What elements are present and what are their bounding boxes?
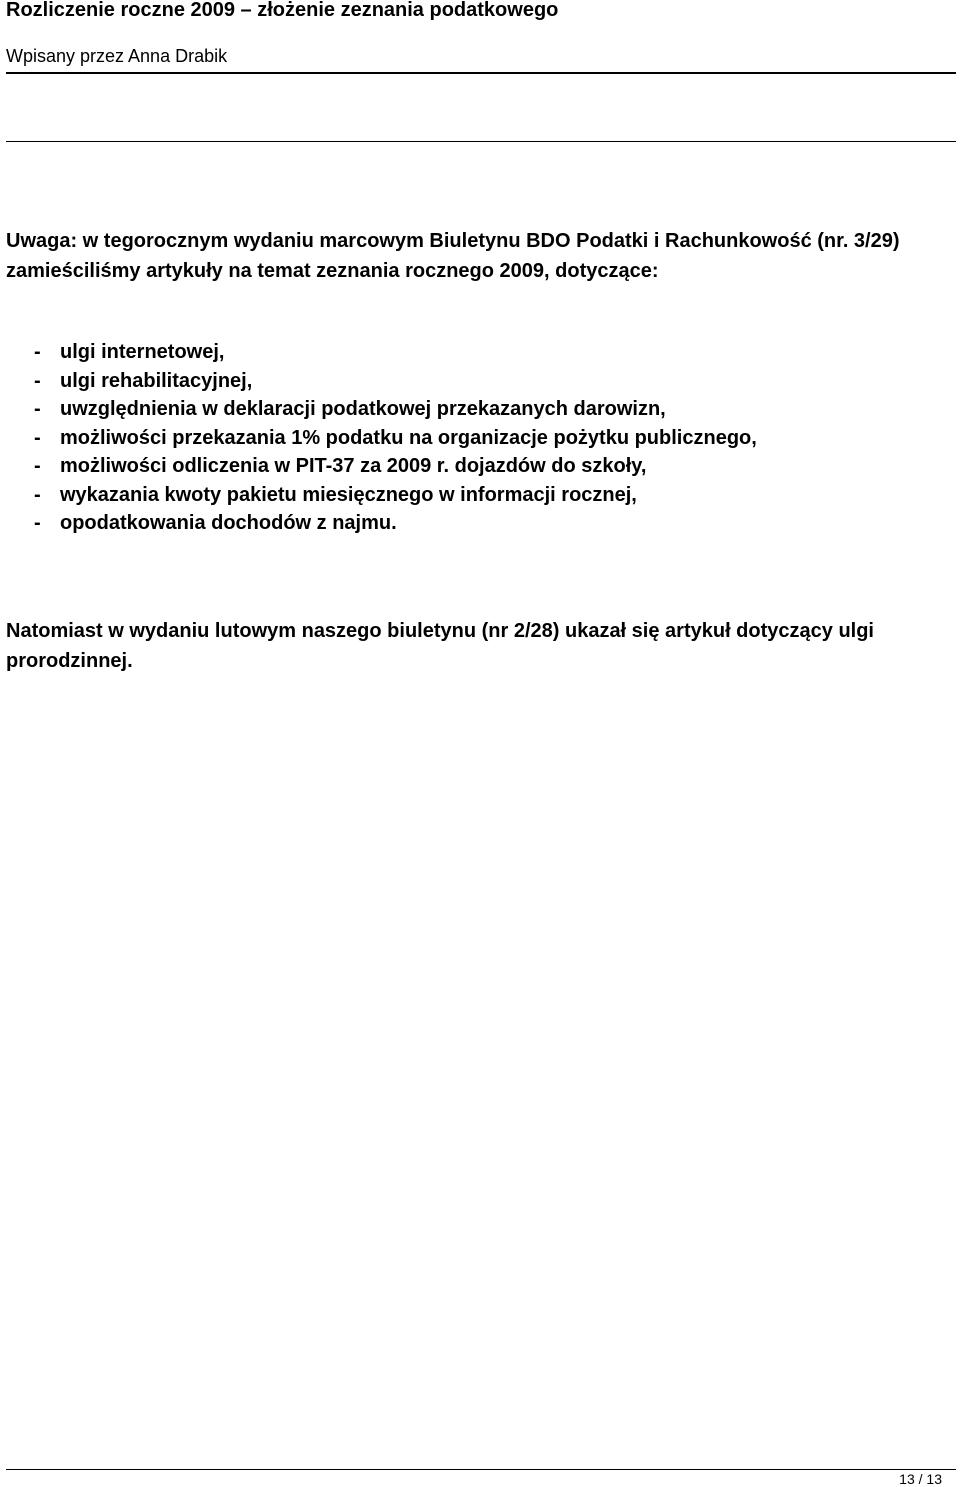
- author-line: Wpisany przez Anna Drabik: [6, 46, 228, 66]
- list-item: [34, 338, 757, 367]
- list-dash: -: [34, 483, 41, 506]
- list-item-text: uwzględnienia w deklaracji podatkowej przekazanych darowizn,: [60, 398, 666, 420]
- list-item-text: możliwości odliczenia w PIT-37 za 2009 r. dojazdów do szkoły,: [60, 455, 647, 477]
- list-item: [34, 509, 757, 538]
- list-dash: -: [34, 341, 41, 363]
- list-dash: -: [34, 426, 41, 449]
- list-item: [34, 424, 757, 453]
- page-number: 13 / 13: [899, 1471, 942, 1487]
- list-dash: -: [34, 398, 41, 420]
- list-item-text: możliwości przekazania 1% podatku na organizacje pożytku publicznego,: [60, 426, 757, 449]
- list-dash: -: [34, 369, 41, 392]
- list-item-text: ulgi rehabilitacyjnej,: [60, 369, 253, 392]
- list-item-text: wykazania kwoty pakietu miesięcznego w informacji rocznej,: [60, 483, 637, 506]
- list-item: [34, 395, 757, 424]
- header-divider: [6, 72, 956, 74]
- list-item-text: ulgi internetowej,: [60, 341, 225, 363]
- list-dash: -: [34, 512, 41, 534]
- list-dash: -: [34, 455, 41, 477]
- list-item: [34, 452, 757, 481]
- footer-divider: [6, 1469, 956, 1470]
- list-item: [34, 367, 757, 396]
- document-title: Rozliczenie roczne 2009 – złożenie zeznania podatkowego: [6, 0, 559, 21]
- list-item: [34, 481, 757, 510]
- closing-paragraph: Natomiast w wydaniu lutowym naszego biuletynu (nr 2/28) ukazał się artykuł dotyczący ulgi prorodzinnej.: [6, 620, 874, 672]
- section-divider: [6, 141, 956, 142]
- list-item-text: opodatkowania dochodów z najmu.: [60, 512, 397, 534]
- topics-list: [34, 338, 757, 538]
- intro-paragraph: Uwaga: w tegorocznym wydaniu marcowym Biuletynu BDO Podatki i Rachunkowość (nr. 3/29) zamieściliśmy artykuły na temat zeznania rocznego 2009, dotyczące:: [6, 230, 900, 282]
